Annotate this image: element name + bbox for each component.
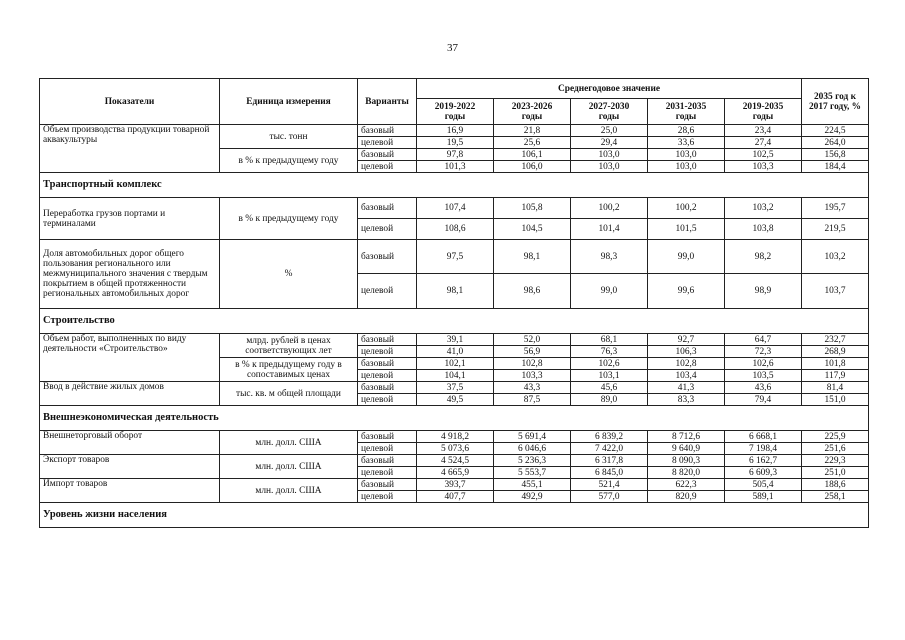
value-cell: 103,1 [571, 370, 648, 382]
unit-of-measure: млн. долл. США [220, 479, 358, 503]
variant-cell: целевой [358, 443, 417, 455]
unit-of-measure: млн. долл. США [220, 455, 358, 479]
value-cell: 7 198,4 [725, 443, 802, 455]
value-cell: 505,4 [725, 479, 802, 491]
period-word: годы [598, 111, 620, 122]
variant-cell: базовый [358, 382, 417, 394]
unit-of-measure: % [220, 240, 358, 309]
indicator-name: Ввод в действие жилых домов [40, 382, 220, 406]
value-cell: 103,0 [648, 149, 725, 161]
header-period [648, 99, 725, 125]
value-cell: 99,0 [571, 274, 648, 309]
value-cell: 102,8 [494, 358, 571, 370]
variant-cell: целевой [358, 137, 417, 149]
value-cell: 6 668,1 [725, 431, 802, 443]
value-cell: 6 162,7 [725, 455, 802, 467]
variant-cell: базовый [358, 358, 417, 370]
value-cell: 103,3 [725, 161, 802, 173]
unit-of-measure: млн. долл. США [220, 431, 358, 455]
indicator-name: Объем работ, выполненных по виду деятельности «Строительство» [40, 334, 220, 382]
table-row [40, 455, 869, 467]
indicator-name: Импорт товаров [40, 479, 220, 503]
table-row [40, 198, 869, 219]
value-cell: 21,8 [494, 125, 571, 137]
section-title: Уровень жизни населения [40, 503, 869, 528]
value-cell: 72,3 [725, 346, 802, 358]
value-cell: 224,5 [802, 125, 869, 137]
variant-cell: базовый [358, 479, 417, 491]
value-cell: 4 524,5 [417, 455, 494, 467]
value-cell: 25,6 [494, 137, 571, 149]
value-cell: 8 712,6 [648, 431, 725, 443]
table-row [40, 240, 869, 274]
value-cell: 76,3 [571, 346, 648, 358]
value-cell: 492,9 [494, 491, 571, 503]
value-cell: 104,1 [417, 370, 494, 382]
value-cell: 33,6 [648, 137, 725, 149]
unit-of-measure: в % к предыдущему году [220, 198, 358, 240]
value-cell: 98,3 [571, 240, 648, 274]
value-cell: 98,1 [494, 240, 571, 274]
value-cell: 99,6 [648, 274, 725, 309]
value-cell: 41,3 [648, 382, 725, 394]
value-cell: 229,3 [802, 455, 869, 467]
value-cell: 89,0 [571, 394, 648, 406]
value-cell: 43,3 [494, 382, 571, 394]
variant-cell: целевой [358, 346, 417, 358]
page-number: 37 [447, 42, 458, 54]
value-cell: 83,3 [648, 394, 725, 406]
value-cell: 101,3 [417, 161, 494, 173]
value-cell: 103,7 [802, 274, 869, 309]
value-cell: 264,0 [802, 137, 869, 149]
variant-cell: целевой [358, 491, 417, 503]
value-cell: 68,1 [571, 334, 648, 346]
value-cell: 577,0 [571, 491, 648, 503]
value-cell: 102,6 [571, 358, 648, 370]
table-row [40, 431, 869, 443]
value-cell: 188,6 [802, 479, 869, 491]
indicator-name: Экспорт товаров [40, 455, 220, 479]
value-cell: 5 073,6 [417, 443, 494, 455]
table-row [40, 125, 869, 137]
indicator-name: Внешнеторговый оборот [40, 431, 220, 455]
value-cell: 45,6 [571, 382, 648, 394]
indicator-name: Доля автомобильных дорог общего пользования регионального или межмуниципального значения с твердым покрытием в общей протяженности региональных автомобильных дорог [40, 240, 220, 309]
value-cell: 102,6 [725, 358, 802, 370]
value-cell: 9 640,9 [648, 443, 725, 455]
period-word: годы [444, 111, 466, 122]
value-cell: 195,7 [802, 198, 869, 219]
unit-of-measure: в % к предыдущему году [220, 149, 358, 173]
value-cell: 100,2 [648, 198, 725, 219]
value-cell: 98,9 [725, 274, 802, 309]
variant-cell: целевой [358, 467, 417, 479]
value-cell: 225,9 [802, 431, 869, 443]
unit-of-measure: в % к предыдущему году в сопоставимых ценах [220, 358, 358, 382]
period-years: 2031-2035 [665, 101, 707, 112]
value-cell: 4 665,9 [417, 467, 494, 479]
value-cell: 103,4 [648, 370, 725, 382]
variant-cell: базовый [358, 198, 417, 219]
value-cell: 108,6 [417, 219, 494, 240]
period-years: 2019-2022 [434, 101, 476, 112]
variant-cell: базовый [358, 455, 417, 467]
table-row [40, 334, 869, 346]
header-final: 2035 год к 2017 году, % [802, 79, 869, 125]
value-cell: 43,6 [725, 382, 802, 394]
header-average: Среднегодовое значение [417, 79, 802, 99]
value-cell: 97,8 [417, 149, 494, 161]
value-cell: 23,4 [725, 125, 802, 137]
variant-cell: базовый [358, 334, 417, 346]
value-cell: 106,3 [648, 346, 725, 358]
value-cell: 103,8 [725, 219, 802, 240]
value-cell: 268,9 [802, 346, 869, 358]
value-cell: 455,1 [494, 479, 571, 491]
value-cell: 251,6 [802, 443, 869, 455]
value-cell: 103,5 [725, 370, 802, 382]
value-cell: 156,8 [802, 149, 869, 161]
value-cell: 521,4 [571, 479, 648, 491]
period-years: 2023-2026 [511, 101, 553, 112]
header-unit: Единица измерения [220, 79, 358, 125]
value-cell: 41,0 [417, 346, 494, 358]
value-cell: 622,3 [648, 479, 725, 491]
variant-cell: базовый [358, 431, 417, 443]
variant-cell: базовый [358, 149, 417, 161]
variant-cell: целевой [358, 219, 417, 240]
value-cell: 98,1 [417, 274, 494, 309]
period-word: годы [752, 111, 774, 122]
period-word: годы [521, 111, 543, 122]
value-cell: 19,5 [417, 137, 494, 149]
value-cell: 4 918,2 [417, 431, 494, 443]
value-cell: 79,4 [725, 394, 802, 406]
value-cell: 8 820,0 [648, 467, 725, 479]
value-cell: 16,9 [417, 125, 494, 137]
value-cell: 6 609,3 [725, 467, 802, 479]
value-cell: 5 236,3 [494, 455, 571, 467]
value-cell: 5 553,7 [494, 467, 571, 479]
section-row [40, 173, 869, 198]
value-cell: 103,2 [802, 240, 869, 274]
variant-cell: целевой [358, 370, 417, 382]
value-cell: 99,0 [648, 240, 725, 274]
indicator-name: Объем производства продукции товарной аквакультуры [40, 125, 220, 173]
table-row [40, 479, 869, 491]
header-period [571, 99, 648, 125]
value-cell: 64,7 [725, 334, 802, 346]
value-cell: 101,8 [802, 358, 869, 370]
value-cell: 56,9 [494, 346, 571, 358]
value-cell: 6 046,6 [494, 443, 571, 455]
value-cell: 37,5 [417, 382, 494, 394]
section-row [40, 503, 869, 528]
value-cell: 100,2 [571, 198, 648, 219]
value-cell: 28,6 [648, 125, 725, 137]
unit-of-measure: тыс. кв. м общей площади [220, 382, 358, 406]
value-cell: 103,0 [571, 149, 648, 161]
value-cell: 107,4 [417, 198, 494, 219]
value-cell: 106,1 [494, 149, 571, 161]
header-period [494, 99, 571, 125]
value-cell: 8 090,3 [648, 455, 725, 467]
value-cell: 39,1 [417, 334, 494, 346]
value-cell: 6 845,0 [571, 467, 648, 479]
section-title: Внешнеэкономическая деятельность [40, 406, 869, 431]
value-cell: 103,0 [571, 161, 648, 173]
value-cell: 6 317,8 [571, 455, 648, 467]
value-cell: 105,8 [494, 198, 571, 219]
value-cell: 219,5 [802, 219, 869, 240]
value-cell: 87,5 [494, 394, 571, 406]
value-cell: 258,1 [802, 491, 869, 503]
section-row [40, 406, 869, 431]
value-cell: 117,9 [802, 370, 869, 382]
value-cell: 589,1 [725, 491, 802, 503]
indicator-name: Переработка грузов портами и терминалами [40, 198, 220, 240]
value-cell: 7 422,0 [571, 443, 648, 455]
value-cell: 106,0 [494, 161, 571, 173]
table-row [40, 382, 869, 394]
variant-cell: целевой [358, 274, 417, 309]
value-cell: 102,8 [648, 358, 725, 370]
value-cell: 101,4 [571, 219, 648, 240]
variant-cell: базовый [358, 240, 417, 274]
value-cell: 820,9 [648, 491, 725, 503]
value-cell: 101,5 [648, 219, 725, 240]
period-word: годы [675, 111, 697, 122]
section-title: Транспортный комплекс [40, 173, 869, 198]
value-cell: 98,6 [494, 274, 571, 309]
value-cell: 98,2 [725, 240, 802, 274]
value-cell: 102,1 [417, 358, 494, 370]
value-cell: 151,0 [802, 394, 869, 406]
value-cell: 103,2 [725, 198, 802, 219]
value-cell: 103,0 [648, 161, 725, 173]
header-indicator: Показатели [40, 79, 220, 125]
value-cell: 393,7 [417, 479, 494, 491]
period-years: 2027-2030 [588, 101, 630, 112]
value-cell: 52,0 [494, 334, 571, 346]
value-cell: 27,4 [725, 137, 802, 149]
header-period [417, 99, 494, 125]
value-cell: 232,7 [802, 334, 869, 346]
value-cell: 184,4 [802, 161, 869, 173]
variant-cell: целевой [358, 161, 417, 173]
value-cell: 251,0 [802, 467, 869, 479]
header-variant: Варианты [358, 79, 417, 125]
indicators-table [39, 78, 869, 528]
section-row [40, 309, 869, 334]
variant-cell: целевой [358, 394, 417, 406]
unit-of-measure: тыс. тонн [220, 125, 358, 149]
value-cell: 102,5 [725, 149, 802, 161]
value-cell: 49,5 [417, 394, 494, 406]
value-cell: 103,3 [494, 370, 571, 382]
period-years: 2019-2035 [742, 101, 784, 112]
section-title: Строительство [40, 309, 869, 334]
value-cell: 92,7 [648, 334, 725, 346]
value-cell: 104,5 [494, 219, 571, 240]
value-cell: 407,7 [417, 491, 494, 503]
value-cell: 25,0 [571, 125, 648, 137]
value-cell: 6 839,2 [571, 431, 648, 443]
variant-cell: базовый [358, 125, 417, 137]
unit-of-measure: млрд. рублей в ценах соответствующих лет [220, 334, 358, 358]
value-cell: 97,5 [417, 240, 494, 274]
value-cell: 29,4 [571, 137, 648, 149]
header-period [725, 99, 802, 125]
value-cell: 5 691,4 [494, 431, 571, 443]
value-cell: 81,4 [802, 382, 869, 394]
